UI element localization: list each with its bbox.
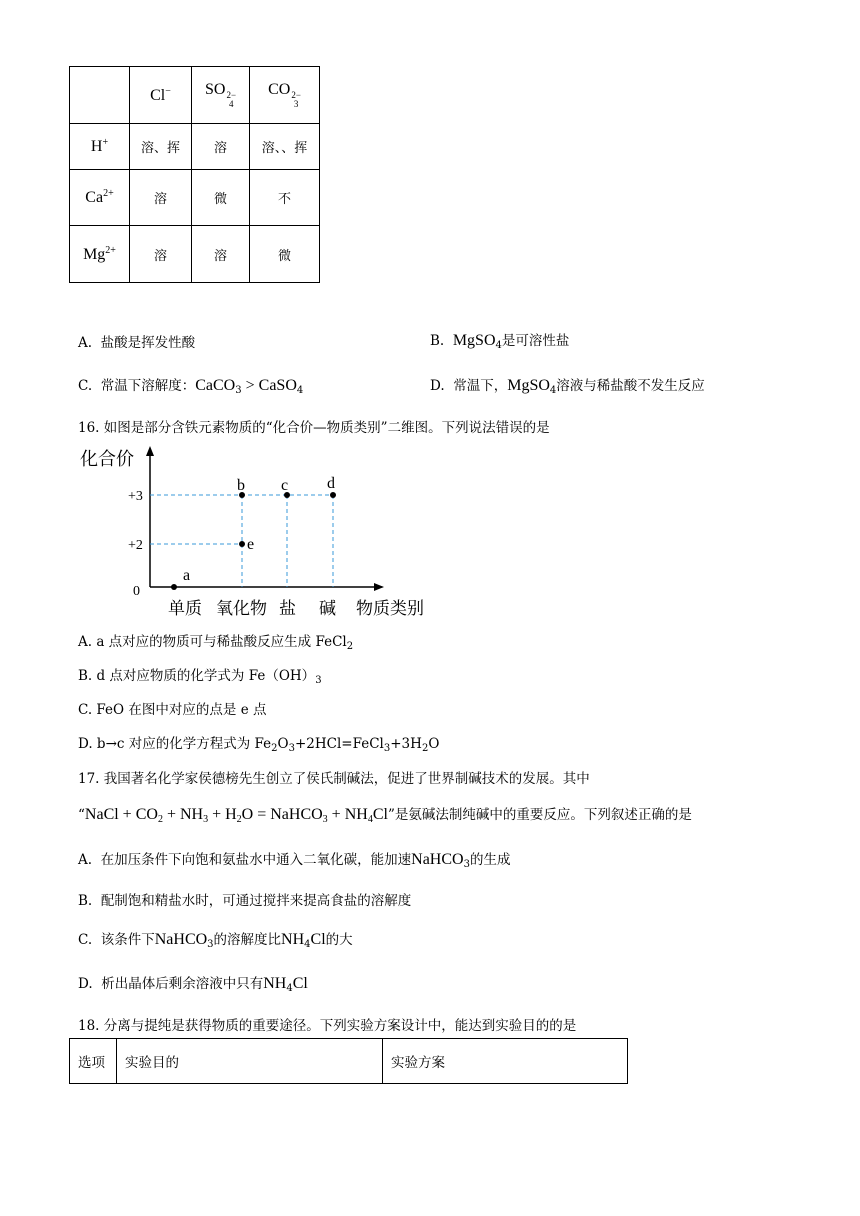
q16-stem: 16. 如图是部分含铁元素物质的“化合价—物质类别”二维图。下列说法错误的是 — [78, 420, 550, 436]
table-row — [70, 170, 320, 226]
q15-option-b: B. MgSO$_4$是可溶性盐 — [430, 332, 570, 351]
q16-option-c: C. FeO 在图中对应的点是 e 点 — [78, 702, 267, 718]
q17-option-d: D. 析出晶体后剩余溶液中只有$NH_4Cl$ — [78, 975, 308, 994]
table-cell: 溶 — [130, 226, 192, 283]
q15-option-d: D. 常温下，MgSO$_4$溶液与稀盐酸不发生反应 — [430, 377, 705, 396]
ytick-zero: 0 — [133, 584, 140, 599]
col-header-co3: CO 2− 3 — [250, 67, 320, 124]
row-header-mg: $Mg^{2+}$ — [70, 226, 130, 283]
y-axis-arrow — [146, 446, 154, 456]
valence-category-chart — [70, 440, 450, 620]
solubility-table — [69, 66, 320, 283]
q17-stem-line2: “NaCl + $CO_2 + NH_3 + H_2O$ = NaHCO$_3$ + $NH_4Cl$”是氨碱法制纯碱中的重要反应。下列叙述正确的是 — [78, 806, 692, 825]
chart-ylabel: 化合价 — [80, 449, 134, 470]
q17-stem-line1: 17. 我国著名化学家侯德榜先生创立了侯氏制碱法，促进了世界制碱技术的发展。其中 — [78, 771, 590, 787]
q16-option-a: A. a 点对应的物质可与稀盐酸反应生成 FeCl$_2$ — [78, 634, 354, 652]
q17-option-a: A. 在加压条件下向饱和氨盐水中通入二氧化碳，能加速NaHCO$_3$的生成 — [78, 851, 511, 870]
table-cell: 溶、挥 — [130, 124, 192, 170]
q18-stem: 18. 分离与提纯是获得物质的重要途径。下列实验方案设计中，能达到实验目的的是 — [78, 1018, 577, 1034]
q15-option-a: A. 盐酸是挥发性酸 — [78, 335, 196, 351]
experiment-table — [69, 1038, 628, 1084]
table-row — [70, 124, 320, 170]
chart-xlabel: 物质类别 — [356, 599, 424, 619]
header-plan: 实验方案 — [383, 1039, 628, 1084]
table-header-row — [70, 1039, 628, 1084]
table-cell: 溶 — [192, 124, 250, 170]
ytick-plus3: +3 — [128, 489, 143, 504]
row-header-ca: $Ca^{2+}$ — [70, 170, 130, 226]
point-a — [171, 584, 177, 590]
point-d — [330, 492, 336, 498]
point-label-a: a — [183, 567, 191, 584]
header-option: 选项 — [70, 1039, 117, 1084]
col-header-cl: Cl− — [130, 67, 192, 124]
header-purpose: 实验目的 — [117, 1039, 383, 1084]
xcat-oxide: 氧化物 — [216, 599, 267, 619]
row-header-h: H+ — [70, 124, 130, 170]
q17-option-c: C. 该条件下NaHCO$_3$的溶解度比$NH_4Cl$的大 — [78, 931, 353, 950]
table-corner-cell — [70, 67, 130, 124]
xcat-salt: 盐 — [279, 599, 296, 619]
xcat-base: 碱 — [319, 599, 336, 619]
xcat-element: 单质 — [168, 599, 202, 619]
table-cell: 不 — [250, 170, 320, 226]
q16-option-b: B. d 点对应物质的化学式为 $Fe(OH)_3$ — [78, 668, 322, 686]
table-cell: 溶、、挥 — [250, 124, 320, 170]
table-row — [70, 226, 320, 283]
point-label-d: d — [327, 475, 335, 492]
col-header-so4: SO 2− 4 — [192, 67, 250, 124]
table-cell: 溶 — [130, 170, 192, 226]
q15-option-c: C. 常温下溶解度：CaCO$_3$ > CaSO$_4$ — [78, 377, 304, 396]
point-label-b: b — [237, 477, 245, 494]
point-label-c: c — [281, 477, 289, 494]
table-cell: 微 — [192, 170, 250, 226]
table-cell: 微 — [250, 226, 320, 283]
ytick-plus2: +2 — [128, 538, 143, 553]
point-e — [239, 541, 245, 547]
q17-option-b: B. 配制饱和精盐水时，可通过搅拌来提高食盐的溶解度 — [78, 893, 412, 909]
q16-option-d: D. b→c 对应的化学方程式为 $Fe_2O_3+2HCl=FeCl_3+3H_2O$ — [78, 736, 440, 754]
table-cell: 溶 — [192, 226, 250, 283]
point-label-e: e — [247, 536, 255, 553]
x-axis-arrow — [374, 583, 384, 591]
q17-equation: NaCl + $CO_2 + NH_3 + H_2O$ = NaHCO$_3$ + $NH_4Cl$ — [84, 806, 388, 825]
